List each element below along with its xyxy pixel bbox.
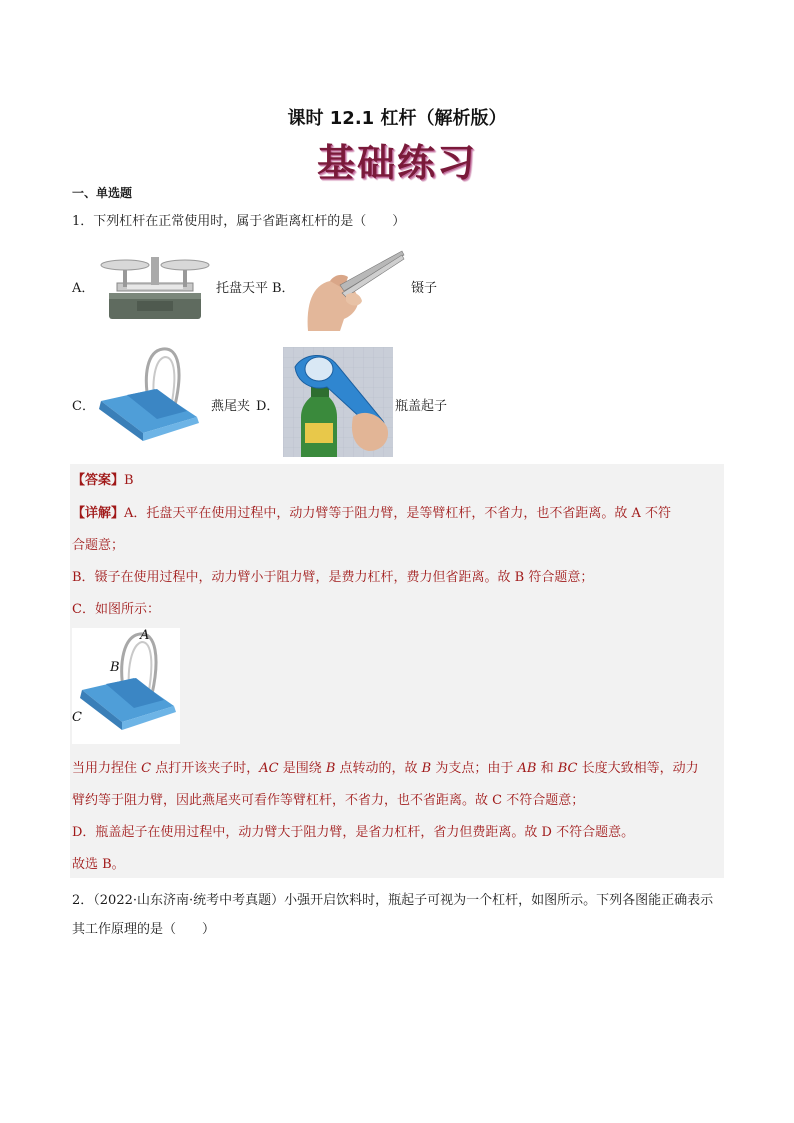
page-title: 课时 12.1 杠杆（解析版） xyxy=(287,108,507,129)
c2-text-1: 当用力捏住 xyxy=(72,761,142,776)
option-b-label: 镊子 xyxy=(411,281,438,296)
binder-clip-image xyxy=(97,345,205,443)
bottle-opener-image xyxy=(283,347,393,457)
binder-clip-diagram xyxy=(72,628,180,744)
detail-line-a1 xyxy=(72,505,671,523)
c2-segment-bc: BC xyxy=(557,761,578,776)
c2-point-c: C xyxy=(141,761,152,776)
detail-line-c3: 臂约等于阻力臂，因此燕尾夹可看作等臂杠杆，不省力，也不省距离。故 C 不符合题意； xyxy=(72,793,585,808)
c2-segment-ac: AC xyxy=(259,761,279,776)
option-d-letter: D． xyxy=(256,399,280,414)
detail-line-d: D．瓶盖起子在使用过程中，动力臂大于阻力臂，是省力杠杆，省力但费距离。故 D 不符合题意。 xyxy=(72,825,635,840)
fig-label-b: B xyxy=(110,660,120,675)
option-d-label: 瓶盖起子 xyxy=(395,399,448,414)
option-a-letter: A． xyxy=(72,281,95,296)
c2-point-b: B xyxy=(325,761,336,776)
detail-conclusion: 故选 B。 xyxy=(72,857,125,872)
banner-heading: 基础练习 xyxy=(316,141,477,185)
option-c-label: 燕尾夹 xyxy=(211,399,251,414)
tweezers-image xyxy=(300,245,406,331)
option-c-letter: C． xyxy=(72,399,95,414)
fig-label-a: A xyxy=(140,628,150,643)
answer-value: B xyxy=(124,473,134,488)
c2-text-6: 和 xyxy=(536,761,558,776)
fig-label-c: C xyxy=(72,710,82,725)
detail-line-c2 xyxy=(72,760,699,778)
question-2-stem: 2．（2022·山东济南·统考中考真题）小强开启饮料时，瓶起子可视为一个杠杆，如图所示。下列各图能正确表示其工作原理的是（ ） xyxy=(72,893,714,937)
detail-a1-text: A．托盘天平在使用过程中，动力臂等于阻力臂，是等臂杠杆，不省力，也不省距离。故 A 不符 xyxy=(124,506,672,521)
answer-line xyxy=(72,472,134,490)
c2-point-b2: B xyxy=(421,761,432,776)
c2-text-7: 长度大致相等，动力 xyxy=(577,761,699,776)
balance-scale-image xyxy=(97,249,213,323)
c2-text-2: 点打开该夹子时， xyxy=(151,761,260,776)
detail-line-a2: 合题意； xyxy=(72,538,125,553)
c2-text-5: 为支点；由于 xyxy=(431,761,518,776)
section-heading: 一、单选题 xyxy=(72,186,133,200)
option-a-label: 托盘天平 xyxy=(216,281,269,296)
c2-segment-ab: AB xyxy=(517,761,537,776)
option-b-letter: B． xyxy=(272,281,295,296)
c2-text-4: 点转动的，故 xyxy=(335,761,422,776)
detail-line-c: C．如图所示： xyxy=(72,602,160,617)
c2-text-3: 是围绕 xyxy=(278,761,326,776)
detail-line-b: B．镊子在使用过程中，动力臂小于阻力臂，是费力杠杆，费力但省距离。故 B 符合题意； xyxy=(72,570,594,585)
detail-key: 【详解】 xyxy=(72,506,125,521)
question-1-stem: 1．下列杠杆在正常使用时，属于省距离杠杆的是（ ） xyxy=(72,214,406,229)
answer-key: 【答案】 xyxy=(72,473,125,488)
